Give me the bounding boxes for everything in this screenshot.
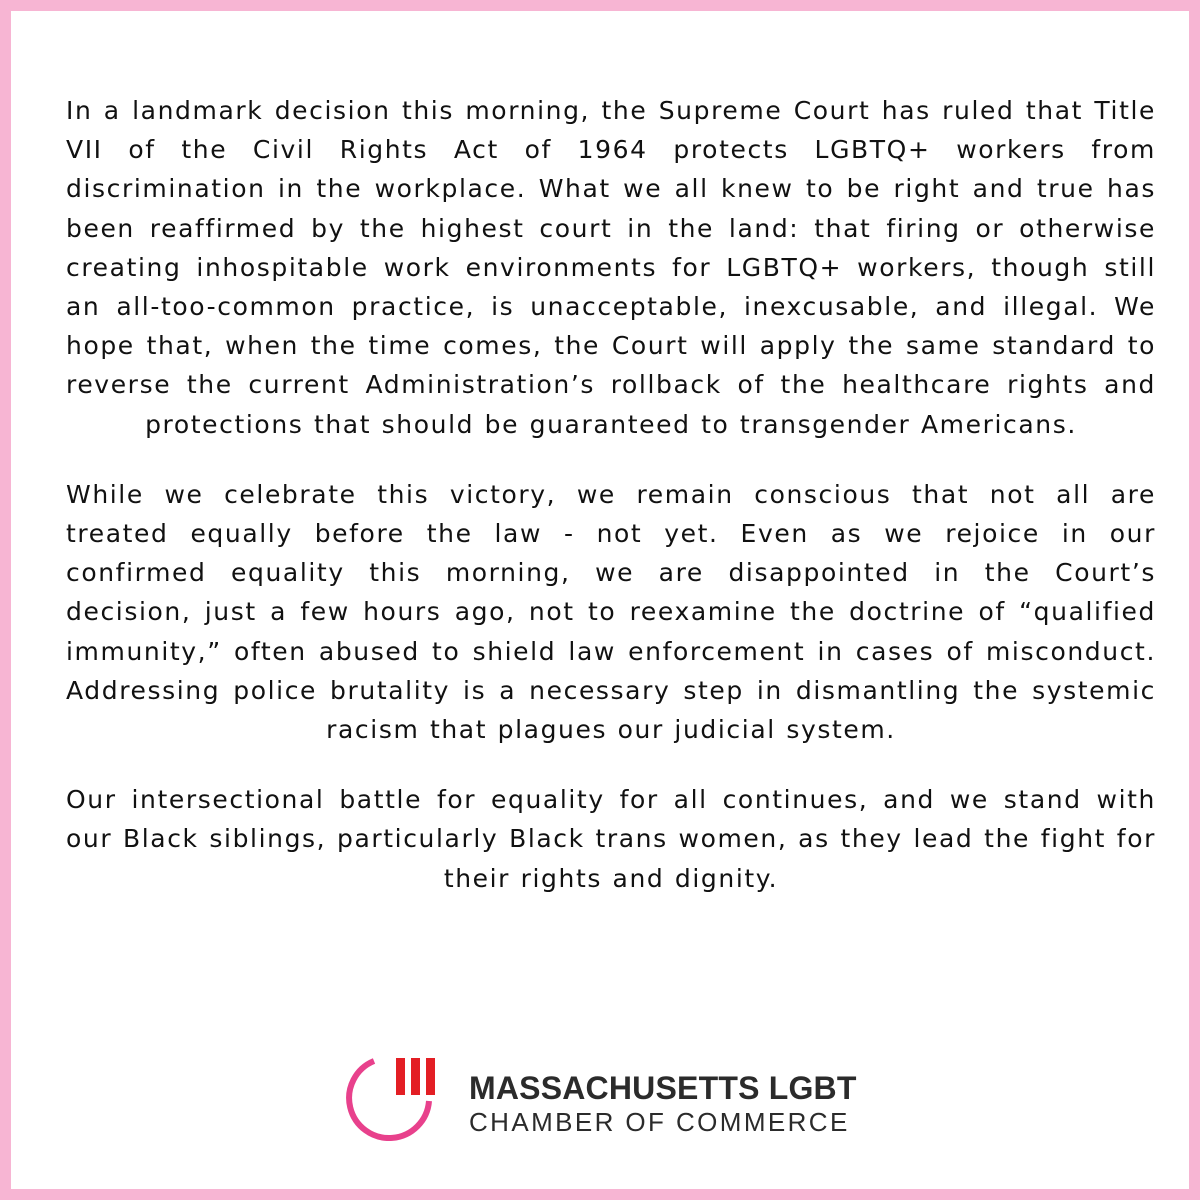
logo-bar-1 bbox=[396, 1058, 405, 1095]
chamber-logo-mark-icon bbox=[341, 1051, 437, 1141]
logo-organization-subtitle: CHAMBER OF COMMERCE bbox=[469, 1107, 850, 1137]
logo-bar-2 bbox=[411, 1058, 420, 1095]
logo-organization-name: MASSACHUSETTS LGBT bbox=[469, 1070, 857, 1106]
statement-paragraph-2: While we celebrate this victory, we remain conscious that not all are treated equally before the law - not yet. Even as we rejoice in our confirmed equality this morning, we are disappointed in the Court’s decision, just a few hours ago, not to reexamine the doctrine of “qualified immunity,” often abused to shield law enforcement in cases of misconduct. Addressing police brutality is a necessary step in dismantling the systemic racism that plagues our judicial system. bbox=[66, 479, 1156, 745]
statement-paragraph-3: Our intersectional battle for equality for all continues, and we stand with our Black siblings, particularly Black trans women, as they lead the fight for their rights and dignity. bbox=[66, 785, 1156, 893]
chamber-logo bbox=[341, 1051, 901, 1141]
logo-bar-3 bbox=[426, 1058, 435, 1095]
statement-text bbox=[66, 91, 1156, 929]
statement-paragraph-1: In a landmark decision this morning, the Supreme Court has ruled that Title VII of the Civil Rights Act of 1964 protects LGBTQ+ workers from discrimination in the workplace. What we all knew to be right and true has been reaffirmed by the highest court in the land: that firing or otherwise creating inhospitable work environments for LGBTQ+ workers, though still an all-too-common practice, is unacceptable, inexcusable, and illegal. We hope that, when the time comes, the Court will apply the same standard to reverse the current Administration’s rollback of the healthcare rights and protections that should be guaranteed to transgender Americans. bbox=[66, 96, 1156, 439]
